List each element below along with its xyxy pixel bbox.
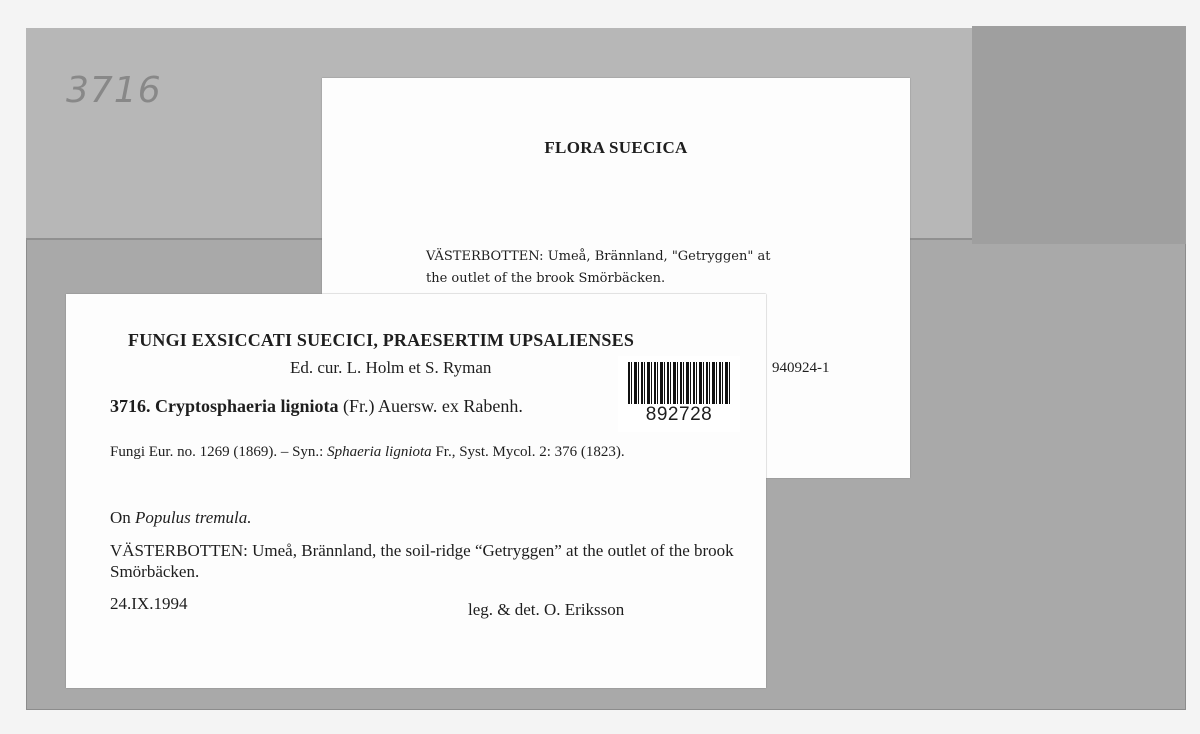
species-name: Cryptosphaeria ligniota bbox=[155, 396, 339, 416]
collection-date: 24.IX.1994 bbox=[110, 594, 188, 613]
reference-text bbox=[110, 442, 670, 463]
substrate-host: Populus tremula. bbox=[135, 508, 252, 527]
series-title: FUNGI EXSICCATI SUECICI, PRAESERTIM UPSALIENSES bbox=[128, 330, 635, 350]
barcode-number: 892728 bbox=[645, 404, 713, 425]
packet-flap-right bbox=[972, 26, 1186, 244]
handwritten-number: 3716 bbox=[66, 70, 162, 111]
substrate-line bbox=[110, 508, 252, 528]
editors-line: Ed. cur. L. Holm et S. Ryman bbox=[290, 358, 492, 377]
back-locality-line-1: VÄSTERBOTTEN: Umeå, Brännland, "Getryggen" at bbox=[426, 249, 771, 264]
back-locality-line-2: the outlet of the brook Smörbäcken. bbox=[426, 271, 666, 286]
back-label-title: FLORA SUECICA bbox=[544, 138, 688, 157]
substrate-prefix: On bbox=[110, 508, 131, 527]
barcode-icon bbox=[628, 362, 730, 404]
specimen-number: 940924-1 bbox=[772, 360, 830, 376]
species-number: 3716. bbox=[110, 396, 151, 416]
back-label-locality bbox=[426, 246, 846, 290]
locality-text: VÄSTERBOTTEN: Umeå, Brännland, the soil-ridge “Getryggen” at the outlet of the brook Smörbäcken. bbox=[110, 541, 734, 581]
species-line bbox=[110, 396, 523, 417]
reference-prefix: Fungi Eur. no. 1269 (1869). – Syn.: bbox=[110, 444, 324, 460]
species-author: (Fr.) Auersw. ex Rabenh. bbox=[343, 396, 523, 416]
collector-line: leg. & det. O. Eriksson bbox=[468, 600, 625, 619]
synonym-name: Sphaeria ligniota bbox=[327, 444, 432, 460]
barcode-label bbox=[618, 356, 740, 432]
front-label bbox=[66, 294, 766, 688]
reference-suffix: Fr., Syst. Mycol. 2: 376 (1823). bbox=[435, 444, 625, 460]
